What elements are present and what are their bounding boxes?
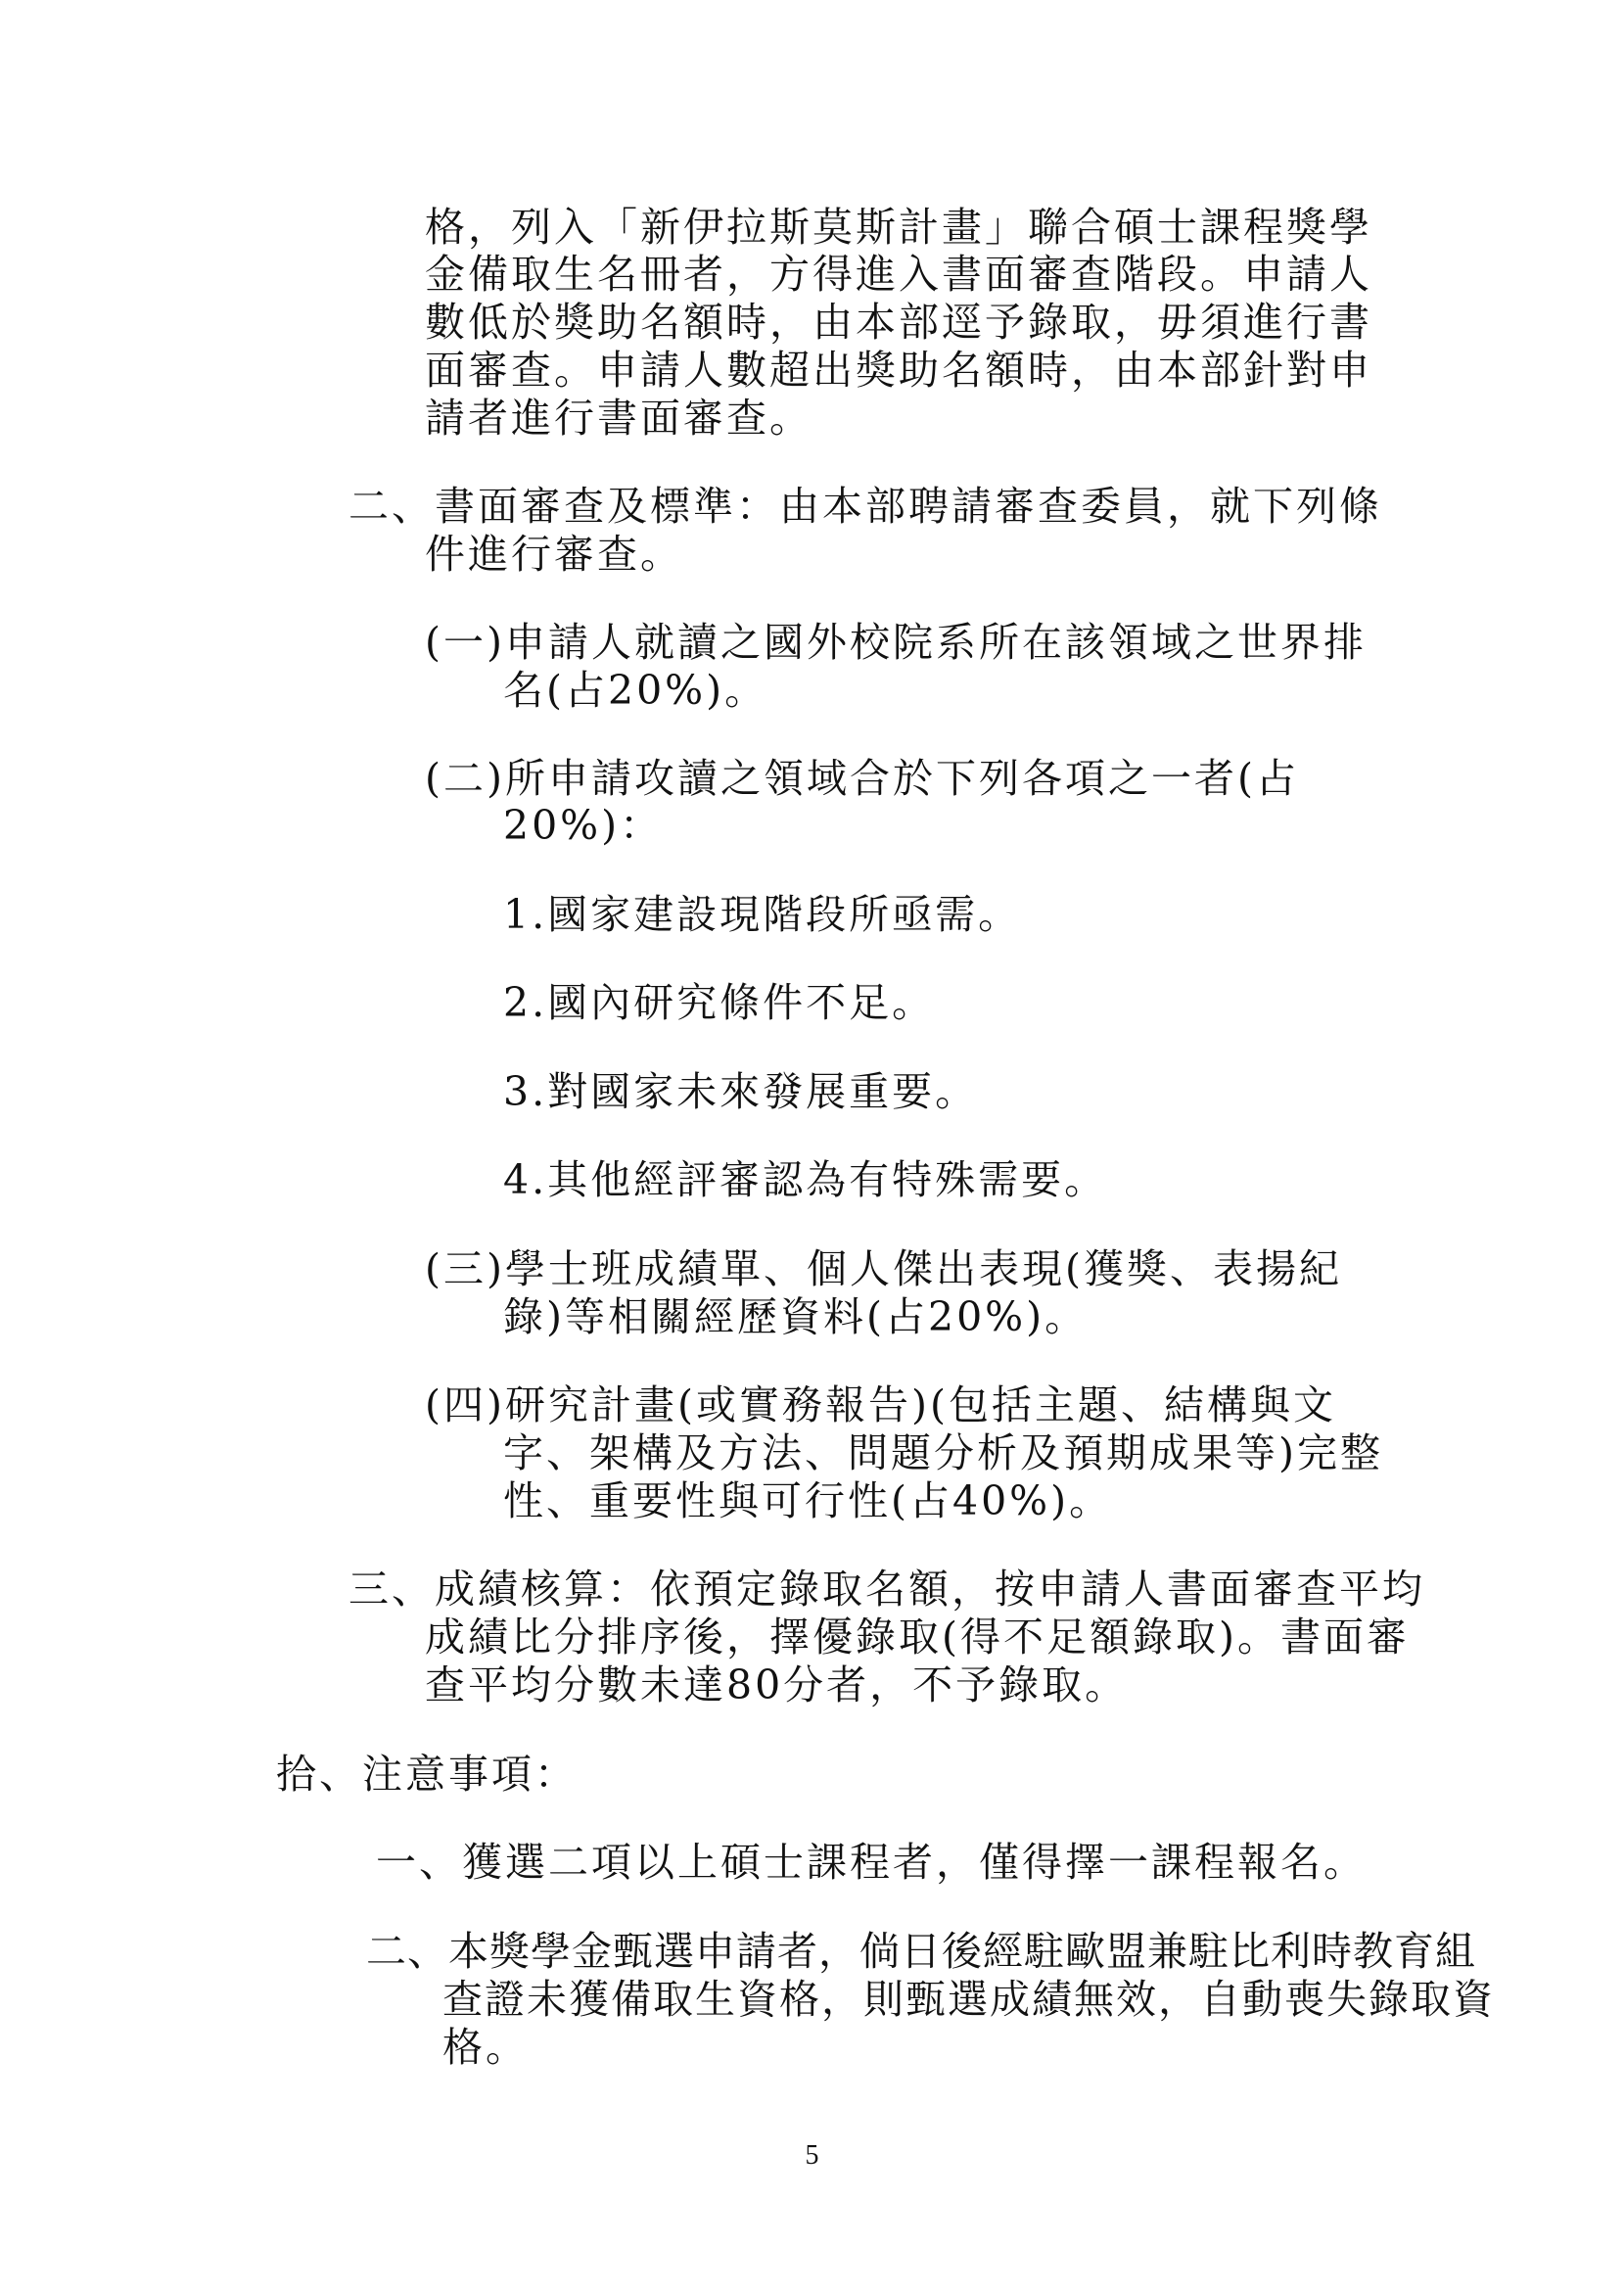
sub-item-line: (三)學士班成績單、個人傑出表現(獲獎、表揚紀 (425, 1245, 1342, 1292)
notice-item: 一、獲選二項以上碩士課程者，僅得擇一課程報名。 (376, 1839, 1367, 1886)
sub-item-line: 20%)： (503, 802, 664, 849)
sub-item-line: (四)研究計畫(或實務報告)(包括主題、結構與文 (425, 1381, 1336, 1428)
section-heading: 三、成績核算：依預定錄取名額，按申請人書面審查平均 (348, 1566, 1425, 1613)
list-item: 4.其他經評審認為有特殊需要。 (503, 1156, 1108, 1203)
notice-item: 二、本獎學金甄選申請者，倘日後經駐歐盟兼駐比利時教育組 (366, 1928, 1476, 1975)
list-item: 2.國內研究條件不足。 (503, 979, 936, 1026)
sub-item-line: 字、架構及方法、問題分析及預期成果等)完整 (503, 1429, 1383, 1476)
paragraph-line: 格，列入「新伊拉斯莫斯計畫」聯合碩士課程獎學 (425, 204, 1372, 251)
paragraph-line: 面審查。申請人數超出獎助名額時，由本部針對申 (425, 347, 1372, 394)
notice-item: 格。 (442, 2024, 529, 2071)
list-item: 3.對國家未來發展重要。 (503, 1068, 979, 1115)
sub-item-line: 錄)等相關經歷資料(占20%)。 (503, 1293, 1089, 1340)
paragraph-line: 請者進行書面審查。 (425, 395, 812, 442)
paragraph-line: 數低於獎助名額時，由本部逕予錄取，毋須進行書 (425, 299, 1372, 346)
chapter-heading: 拾、注意事項： (276, 1751, 578, 1798)
paragraph-line: 查平均分數未達80分者，不予錄取。 (425, 1661, 1129, 1708)
sub-item-line: (二)所申請攻讀之領域合於下列各項之一者(占 (425, 755, 1299, 802)
paragraph-line: 成績比分排序後，擇優錄取(得不足額錄取)。書面審 (425, 1614, 1410, 1661)
list-item: 1.國家建設現階段所亟需。 (503, 891, 1022, 938)
sub-item-line: (一)申請人就讀之國外校院系所在該領域之世界排 (425, 619, 1367, 666)
sub-item-line: 性、重要性與可行性(占40%)。 (503, 1477, 1113, 1524)
section-heading: 二、書面審查及標準：由本部聘請審查委員，就下列條 (348, 483, 1382, 530)
paragraph-line: 金備取生名冊者，方得進入書面審查階段。申請人 (425, 251, 1372, 298)
paragraph-line: 件進行審查。 (425, 531, 683, 578)
sub-item-line: 名(占20%)。 (503, 667, 768, 714)
notice-item: 查證未獲備取生資格，則甄選成績無效，自動喪失錄取資 (442, 1976, 1495, 2023)
page-number: 5 (805, 2140, 819, 2171)
